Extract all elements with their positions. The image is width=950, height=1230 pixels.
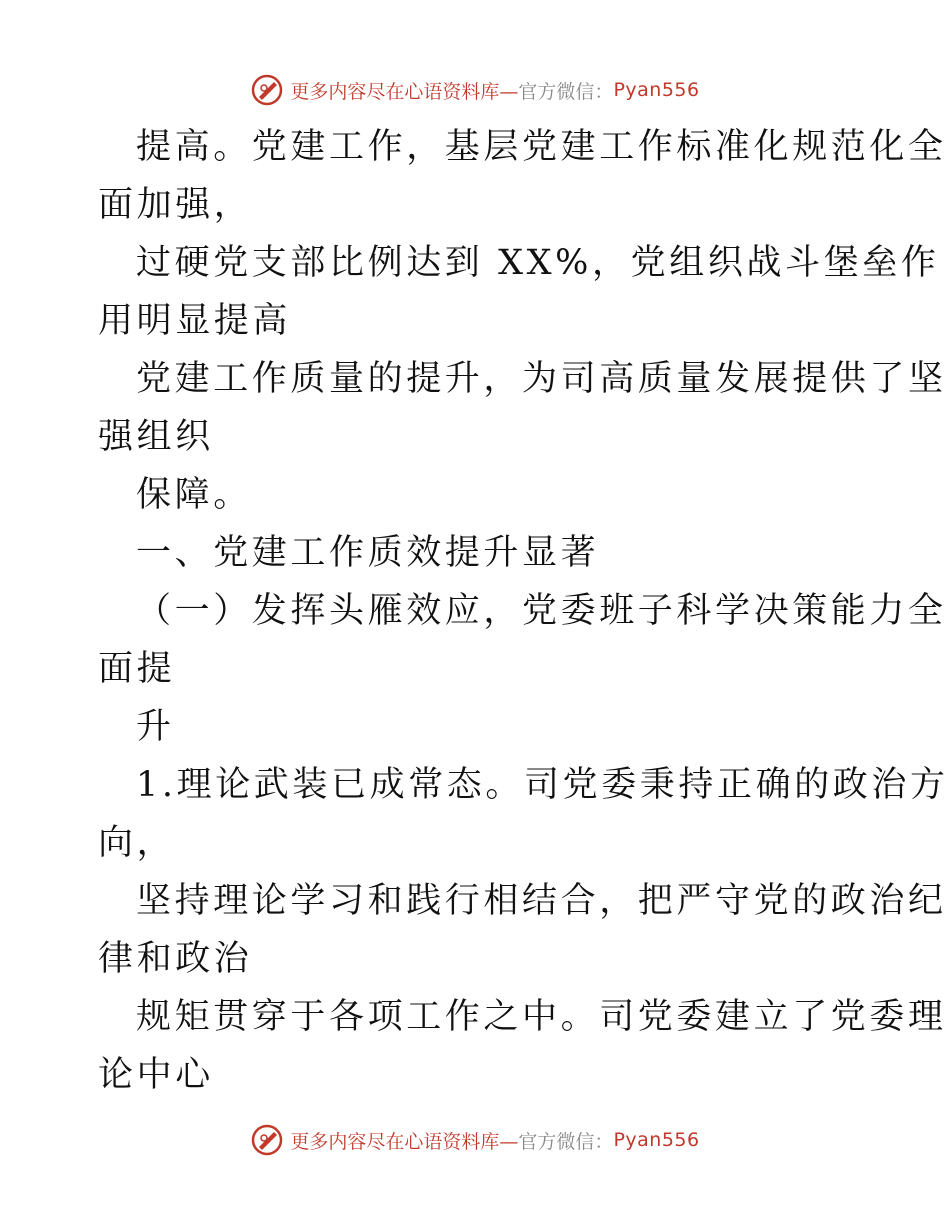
wechat-label: 官方微信： — [518, 1130, 614, 1153]
text-line: 升 — [136, 707, 175, 747]
watermark-text: 更多内容尽在心语资料库— — [290, 1130, 519, 1153]
text-line: 过硬党支部比例达到 XX%，党组织战斗堡垒作 — [136, 243, 940, 283]
text-line: 向， — [98, 823, 176, 863]
text-line: 面加强， — [98, 185, 253, 225]
text-line: 坚持理论学习和践行相结合，把严守党的政治纪 — [136, 881, 947, 921]
text-line: 强组织 — [98, 417, 214, 457]
section-heading: 一、党建工作质效提升显著 — [136, 533, 600, 573]
wechat-id: Pyan556 — [613, 79, 700, 101]
text-line: 面提 — [98, 649, 176, 689]
text-line: 1.理论武装已成常态。司党委秉持正确的政治方 — [136, 765, 949, 805]
text-line: 保障。 — [136, 475, 252, 515]
wechat-id: Pyan556 — [613, 1129, 700, 1151]
logo-icon — [250, 73, 284, 107]
footer-watermark — [0, 1120, 950, 1160]
logo-icon — [250, 1123, 284, 1157]
text-line: 论中心 — [98, 1055, 214, 1095]
text-line: 提高。党建工作，基层党建工作标准化规范化全 — [136, 127, 947, 167]
watermark-text: 更多内容尽在心语资料库— — [290, 80, 519, 103]
subsection-heading: （一）发挥头雁效应，党委班子科学决策能力全 — [136, 591, 947, 631]
text-line: 律和政治 — [98, 939, 253, 979]
wechat-label: 官方微信： — [518, 80, 614, 103]
text-line: 规矩贯穿于各项工作之中。司党委建立了党委理 — [136, 997, 947, 1037]
text-line: 用明显提高 — [98, 301, 292, 341]
body-text — [98, 118, 949, 1104]
text-line: 党建工作质量的提升，为司高质量发展提供了坚 — [136, 359, 947, 399]
header-watermark — [0, 70, 950, 110]
